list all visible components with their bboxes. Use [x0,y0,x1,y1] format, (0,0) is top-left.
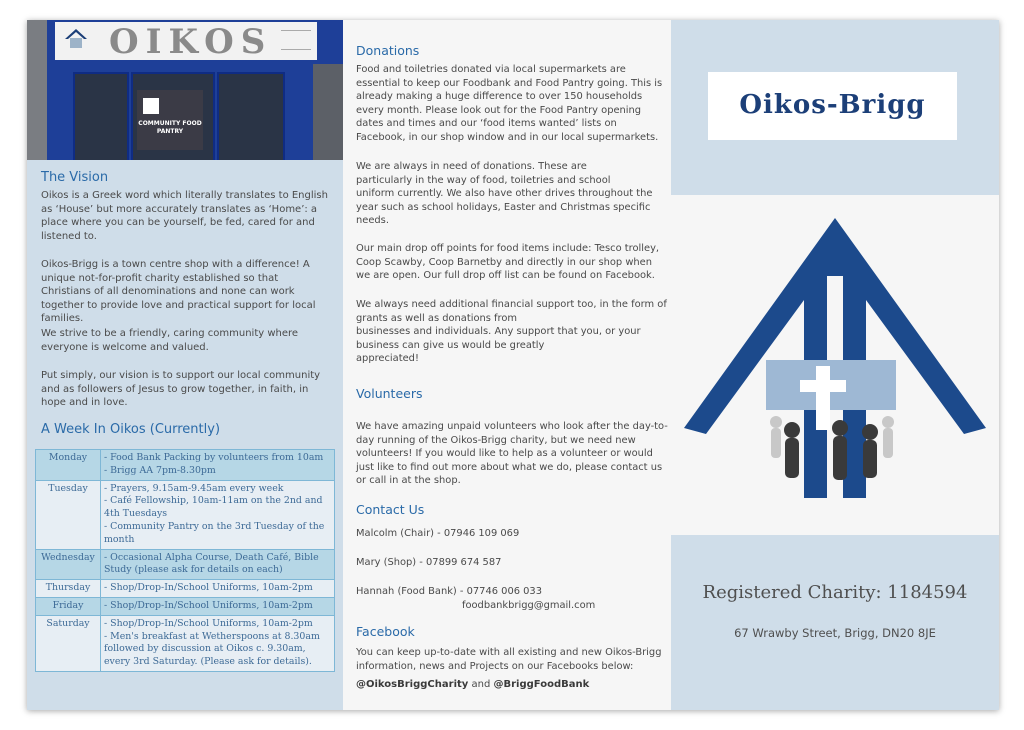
contact-line: Mary (Shop) - 07899 674 587 [356,557,502,568]
photo-wall-left [27,20,47,160]
volunteers-heading: Volunteers [356,386,423,401]
facebook-and-text: and [471,679,491,690]
logo-text: Oikos-Brigg [739,90,926,120]
charity-number: Registered Charity: 1184594 [702,582,968,603]
vision-paragraph: Put simply, our vision is to support our local community and as followers of Jesus to grow together, in faith, in hope and in love. [41,370,321,409]
facebook-handles [356,679,589,690]
donations-paragraph: Food and toiletries donated via local supermarkets are essential to keep our Foodbank and Food Pantry going. This is already making a huge difference to over 150 households every month. Please look out for the Food Pantry opening dates and times and our ‘food items wanted’ lists on Facebook, in our shop window and in our local supermarkets. [356,64,663,143]
vision-paragraph: We strive to be a friendly, caring community where everyone is welcome and valued. [41,328,299,353]
left-column [27,20,343,710]
donations-paragraph: We are always in need of donations. These are particularly in the way of food, toiletries and school uniform currently. We also have other drives throughout the year such as school holidays, Easter and Christmas specific needs. [356,161,653,226]
cross-icon [816,366,830,430]
day-cell: Monday [36,450,101,481]
table-row [36,597,335,615]
contact-email[interactable]: foodbankbrigg@gmail.com [462,600,596,611]
vision-heading: The Vision [41,170,109,185]
activity-cell: - Shop/Drop-In/School Uniforms, 10am-2pm [101,597,335,615]
activity-cell: - Shop/Drop-In/School Uniforms, 10am-2pm - Men's breakfast at Wetherspoons at 8.30am followed by discussion at Oikos c. 9.30am, every 3rd Saturday. (Please ask for details). [101,615,335,671]
leaflet [27,20,999,710]
table-row [36,549,335,580]
right-column [671,20,999,710]
contact-line: Hannah (Food Bank) - 07746 006 033 [356,586,542,597]
activity-cell: - Shop/Drop-In/School Uniforms, 10am-2pm [101,580,335,598]
facebook-handle-charity[interactable]: @OikosBriggCharity [356,679,469,690]
photo-wall-right [313,64,343,160]
vision-paragraph: Oikos-Brigg is a town centre shop with a difference! A unique not-for-profit charity established so that Christians of all denominations and none can work together to provide love and practical support for local families. [41,259,316,325]
sign-small-print [281,30,311,50]
contact-line: Malcolm (Chair) - 07946 109 069 [356,528,520,539]
window-poster [137,90,203,150]
shop-sign [55,22,317,60]
house-icon [63,26,89,52]
people-circle-icon [784,420,878,480]
address: 67 Wrawby Street, Brigg, DN20 8JE [734,626,936,640]
shopfront-photo [27,20,343,160]
house-cross-logo [680,218,990,508]
facebook-handle-foodbank[interactable]: @BriggFoodBank [493,679,590,690]
donations-paragraph: Our main drop off points for food items include: Tesco trolley, Coop Scawby, Coop Barnetby and directly in our shop when we are open. Our full drop off list can be found on Facebook. [356,243,660,281]
shop-window-right [217,72,285,160]
day-cell: Thursday [36,580,101,598]
volunteers-text: We have amazing unpaid volunteers who look after the day-to-day running of the Oikos-Brigg charity, but we need new volunteers! If you would like to help as a volunteer or would just like to find out more about what we do, please contact us or call in at the shop. [356,421,668,486]
facebook-text: You can keep up-to-date with all existing and new Oikos-Brigg information, news and Projects on our Facebooks below: [356,647,662,672]
table-row [36,615,335,671]
day-cell: Tuesday [36,480,101,549]
day-cell: Friday [36,597,101,615]
week-heading: A Week In Oikos (Currently) [41,422,221,437]
table-row [36,580,335,598]
logo-panel [671,20,999,195]
activity-cell: - Food Bank Packing by volunteers from 10am - Brigg AA 7pm-8.30pm [101,450,335,481]
contact-heading: Contact Us [356,502,425,517]
vision-paragraph: Oikos is a Greek word which literally translates to English as ‘House’ but more accurately translates as ‘Home’: a place where you can be yourself, be fed, cared for and listened to. [41,190,328,242]
shop-door [73,72,129,160]
middle-column [343,20,671,710]
charity-info-panel [671,535,999,710]
poster-logo [143,98,159,114]
activity-cell: - Occasional Alpha Course, Death Café, Bible Study (please ask for details on each) [101,549,335,580]
week-schedule-table [35,449,335,672]
donations-paragraph: We always need additional financial support too, in the form of grants as well as donations from businesses and individuals. Any support that you, or your business can give us would be greatly appreciated! [356,299,667,364]
donations-heading: Donations [356,43,420,58]
poster-text: COMMUNITY FOOD PANTRY [138,120,202,135]
logo-box [708,72,957,140]
activity-cell: - Prayers, 9.15am-9.45am every week - Café Fellowship, 10am-11am on the 2nd and 4th Tuesdays - Community Pantry on the 3rd Tuesday of the month [101,480,335,549]
facebook-heading: Facebook [356,624,415,639]
table-row [36,480,335,549]
shop-sign-text: OIKOS [109,22,273,62]
day-cell: Wednesday [36,549,101,580]
day-cell: Saturday [36,615,101,671]
table-row [36,450,335,481]
